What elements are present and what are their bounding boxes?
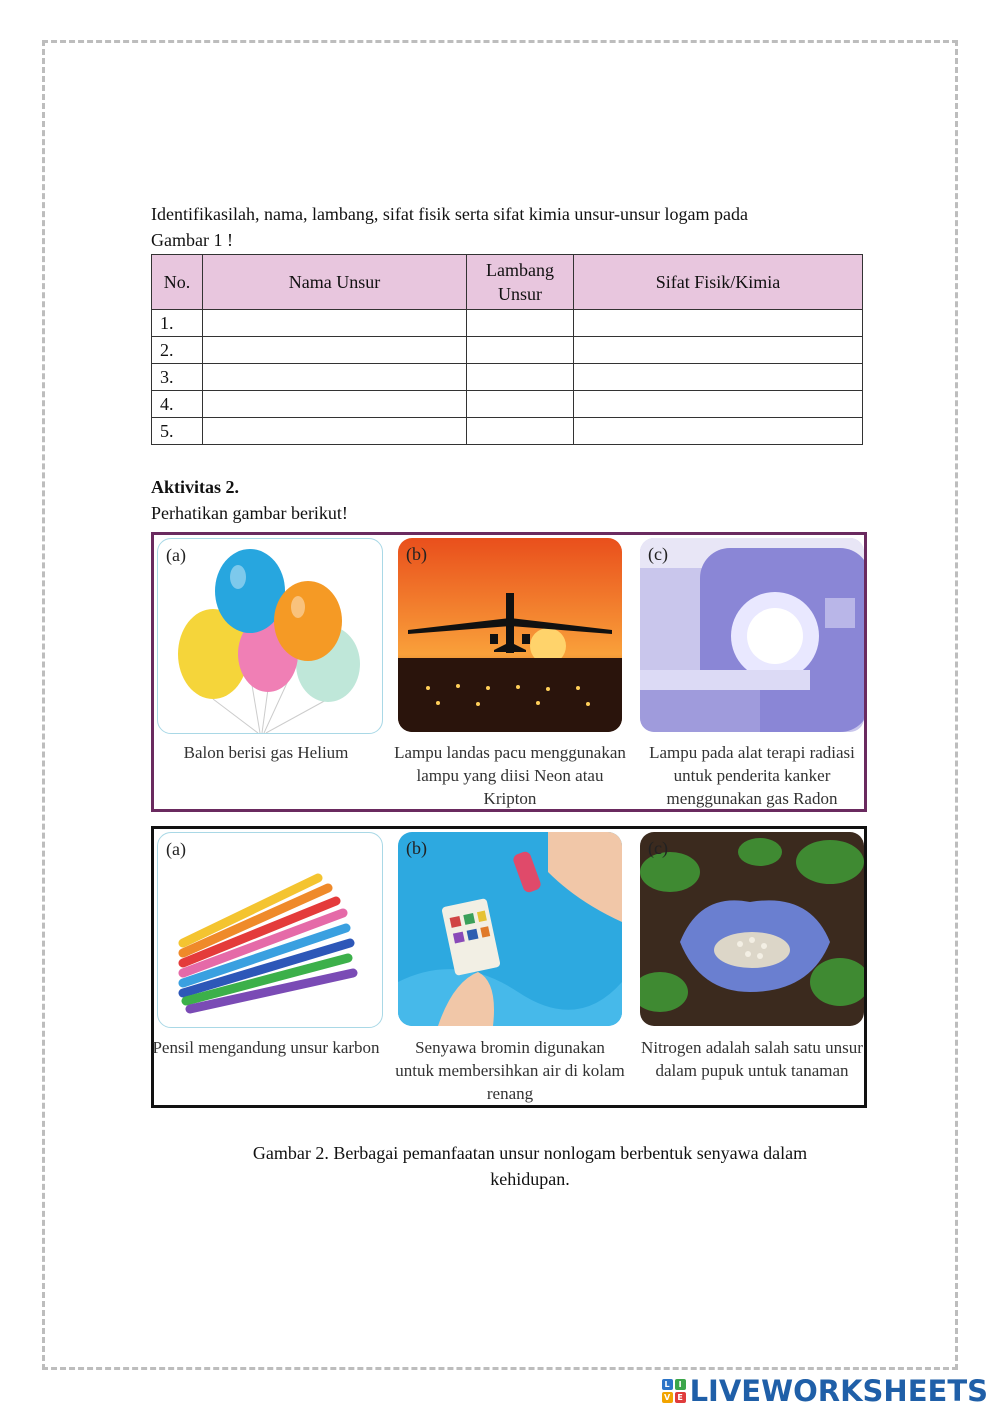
element-table [151, 254, 863, 445]
fertilizer-illustration [640, 832, 864, 1026]
cell-lambang[interactable] [467, 310, 574, 337]
figure-caption-line-1: Gambar 2. Berbagai pemanfaatan unsur nonlogam berbentuk senyawa dalam [252, 1143, 808, 1163]
table-row [152, 337, 863, 364]
cell-sifat[interactable] [574, 391, 863, 418]
cell-sifat[interactable] [574, 337, 863, 364]
logo-text: LIVEWORKSHEETS [689, 1374, 988, 1408]
caption-bromine: Senyawa bromin digunakan untuk membersihkan air di kolam renang [395, 1038, 625, 1103]
row-number: 2. [152, 337, 203, 364]
intro-line-1: Identifikasilah, nama, lambang, sifat fisik serta sifat kimia unsur-unsur logam pada [151, 204, 748, 224]
header-lambang: Lambang Unsur [467, 255, 574, 310]
header-no: No. [152, 255, 203, 310]
row-number: 5. [152, 418, 203, 445]
figure-caption-line-2: kehidupan. [490, 1169, 570, 1189]
table-row [152, 310, 863, 337]
cell-nama[interactable] [203, 364, 467, 391]
intro-line-2: Gambar 1 ! [151, 230, 233, 250]
runway-image [398, 538, 622, 732]
label-c: (c) [648, 838, 668, 858]
label-a: (a) [166, 839, 186, 859]
pool-test-illustration [398, 832, 622, 1026]
cell-sifat[interactable] [574, 364, 863, 391]
caption-neon: Lampu landas pacu menggunakan lampu yang diisi Neon atau Kripton [394, 743, 626, 808]
pencils-image [157, 832, 383, 1028]
caption-helium: Balon berisi gas Helium [183, 743, 349, 762]
caption-nitrogen: Nitrogen adalah salah satu unsur dalam pupuk untuk tanaman [641, 1038, 863, 1080]
figure-panel-nonmetals [151, 826, 867, 1108]
caption-radon: Lampu pada alat terapi radiasi untuk penderita kanker menggunakan gas Radon [649, 743, 855, 808]
row-number: 1. [152, 310, 203, 337]
label-b: (b) [406, 544, 427, 564]
row-number: 3. [152, 364, 203, 391]
pencils-illustration [158, 833, 382, 1027]
fertilizer-image [640, 832, 864, 1026]
label-a: (a) [166, 545, 186, 565]
liveworksheets-logo[interactable] [662, 1374, 988, 1408]
cell-lambang[interactable] [467, 337, 574, 364]
cell-nama[interactable] [203, 337, 467, 364]
runway-illustration [398, 538, 622, 732]
cell-lambang[interactable] [467, 364, 574, 391]
label-b: (b) [406, 838, 427, 858]
balloons-illustration [158, 539, 382, 733]
table-row [152, 391, 863, 418]
header-sifat: Sifat Fisik/Kimia [574, 255, 863, 310]
cell-lambang[interactable] [467, 418, 574, 445]
logo-mark-icon: L I V E [662, 1379, 686, 1403]
figure-panel-gases [151, 532, 867, 812]
cell-nama[interactable] [203, 418, 467, 445]
cell-sifat[interactable] [574, 418, 863, 445]
activity-title: Aktivitas 2. [151, 477, 240, 497]
cell-nama[interactable] [203, 310, 467, 337]
scanner-illustration [640, 538, 864, 732]
balloons-image [157, 538, 383, 734]
pool-test-image [398, 832, 622, 1026]
table-header-row [152, 255, 863, 310]
cell-lambang[interactable] [467, 391, 574, 418]
table-row [152, 364, 863, 391]
header-nama: Nama Unsur [203, 255, 467, 310]
row-number: 4. [152, 391, 203, 418]
activity-instruction: Perhatikan gambar berikut! [151, 503, 348, 523]
caption-carbon: Pensil mengandung unsur karbon [152, 1038, 380, 1057]
radiation-therapy-image [640, 538, 864, 732]
cell-sifat[interactable] [574, 310, 863, 337]
cell-nama[interactable] [203, 391, 467, 418]
table-row [152, 418, 863, 445]
label-c: (c) [648, 544, 668, 564]
